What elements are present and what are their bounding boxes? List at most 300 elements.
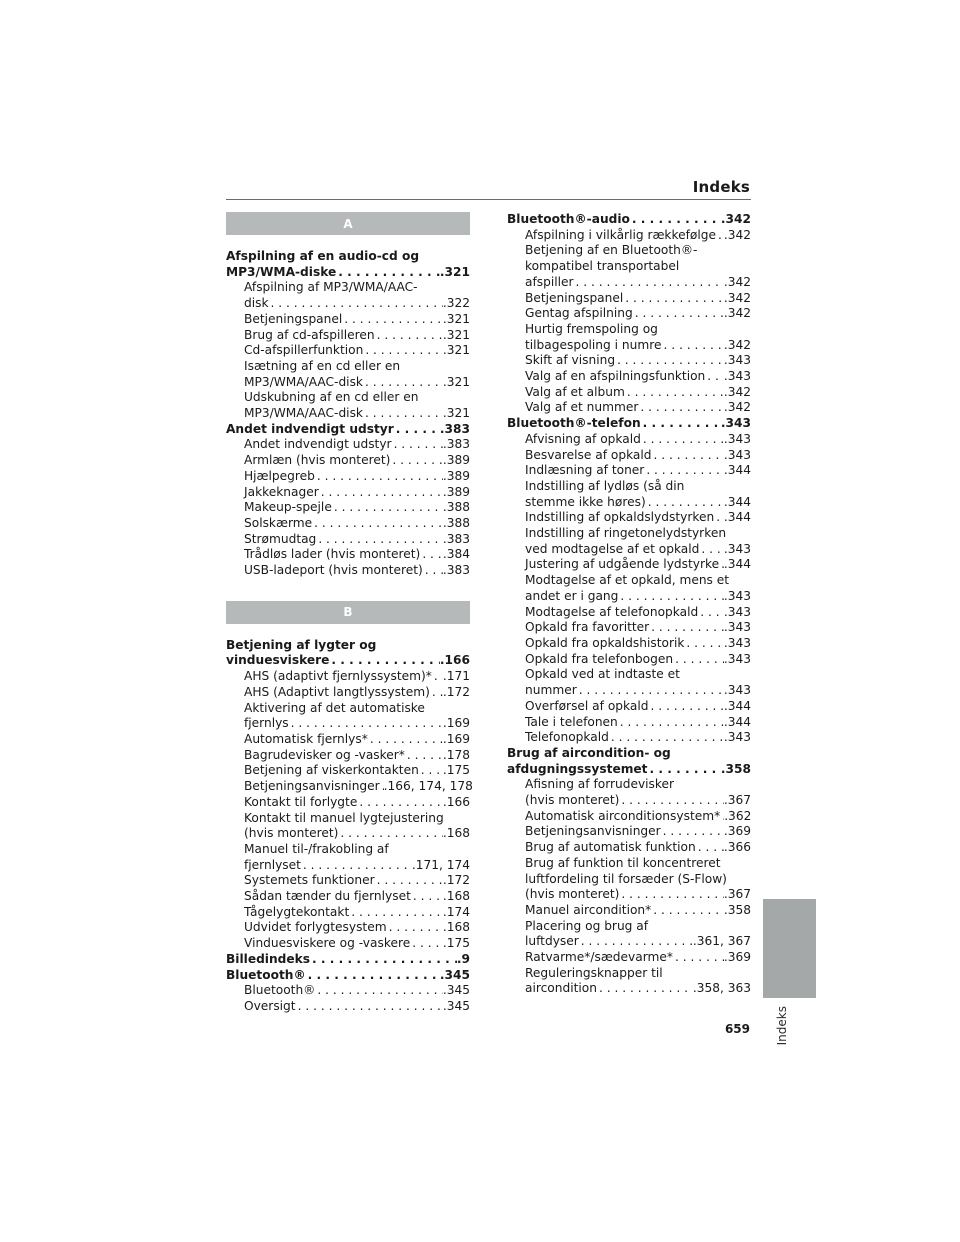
index-entry-sub [507,369,751,385]
dot-leader [419,763,443,779]
page-reference: .369 [723,950,751,965]
index-entry-text: Strømudtag [244,531,317,546]
dot-leader [646,495,724,511]
page-reference: .366 [723,840,751,855]
page-reference: .344 [723,494,751,509]
dot-leader [619,793,723,809]
index-entry-main [226,638,470,669]
page-reference: .321 [442,343,470,358]
page-reference: .343 [723,620,751,635]
index-entry-text: aircondition [525,981,597,996]
index-entry-sub [507,510,751,526]
page-reference: .343 [723,447,751,462]
index-entry-text: Betjeningsanvisninger [525,824,661,839]
index-entry-sub [507,699,751,715]
index-entry-sub [226,500,470,516]
dot-leader [661,338,723,354]
index-column-right [507,212,751,997]
dot-leader [312,516,443,532]
page-reference: .168 [442,920,470,935]
index-entry-sub [226,312,470,328]
page-reference: .342 [723,337,751,352]
dot-leader [649,620,724,636]
dot-leader [641,416,721,432]
page-reference: .343 [723,683,751,698]
index-entry-text: disk [244,296,269,311]
index-entry-sub [507,573,751,604]
index-entry-text: afdugningssystemet [507,761,648,776]
page-reference: .321 [442,327,470,342]
index-entry-sub [226,390,470,421]
index-entry-text: tilbagespoling i numre [525,337,662,352]
dot-leader [306,968,440,984]
index-entry-sub [226,763,470,779]
dot-leader [574,275,724,291]
index-entry-text: AHS (Adaptivt langtlyssystem) [244,684,430,699]
dot-leader [623,291,724,307]
index-entry-main [507,416,751,432]
dot-leader [618,715,724,731]
page-reference: .166 [442,794,470,809]
page-reference: .342 [723,400,751,415]
index-entry-text: MP3/WMA-diske [226,264,337,279]
index-entry-sub [226,920,470,936]
dot-leader [698,605,724,621]
index-entry-text: Betjening af lygter og [226,637,377,652]
dot-leader [641,432,724,448]
index-entry-text: Andet indvendigt udstyr [226,421,394,436]
index-entry-text: Modtagelse af et opkald, mens et [525,573,730,588]
index-entry-sub [507,856,751,903]
index-entry-text: Bluetooth® [244,983,316,998]
index-entry-text: Valg af et album [525,384,625,399]
index-entry-text: Afspilning i vilkårlig rækkefølge [525,227,716,242]
section-letter-b: B [226,601,470,624]
index-entry-sub [226,516,470,532]
page-reference: .344 [723,698,751,713]
index-entry-text: Indstilling af lydløs (så din [525,478,685,493]
page-reference: .358, 363 [692,981,751,996]
index-entry-text: Trådløs lader (hvis monteret) [244,547,421,562]
dot-leader [363,406,443,422]
dot-leader [648,762,721,778]
dot-leader [315,983,443,999]
index-entry-text: Betjeningsanvisninger [244,779,380,794]
index-entry-text: Kontakt til manuel lygtejustering [244,810,444,825]
index-entry-sub [226,795,470,811]
dot-leader [301,858,412,874]
index-entry-text: Bluetooth®-telefon [507,416,641,431]
index-entry-text: andet er i gang [525,588,619,603]
dot-leader [615,353,724,369]
dot-leader [673,652,724,668]
index-entry-sub [507,557,751,573]
index-entry-text: stemme ikke høres) [525,494,646,509]
page-reference: .343 [723,651,751,666]
index-entry-text: Indstilling af ringetonelydstyrken [525,526,727,541]
index-entry-sub [507,291,751,307]
index-entry-text: Bagrudevisker og -vasker* [244,747,405,762]
index-entry-text: Skift af visning [525,353,616,368]
page-reference: .361, 367 [692,934,751,949]
index-entry-sub [226,469,470,485]
index-entry-main [226,422,470,438]
dot-leader [269,296,443,312]
page-reference: .389 [442,468,470,483]
page-reference: .383 [442,437,470,452]
index-entry-text: Indlæsning af toner [525,463,645,478]
index-entry-sub [507,353,751,369]
index-entry-text: Overførsel af opkald [525,698,649,713]
page-reference: .342 [720,212,751,226]
index-entry-sub [507,903,751,919]
dot-leader [420,547,443,563]
index-entry-sub [226,328,470,344]
index-entry-text: Afspilning af en audio-cd og [226,249,420,263]
dot-leader [673,950,724,966]
index-entry-text: Isætning af en cd eller en [244,358,401,373]
index-entry-sub [226,779,473,795]
dot-leader [597,981,693,997]
index-entry-sub [507,730,751,746]
index-entry-sub [226,485,470,501]
index-entry-text: Betjening af viskerkontakten [244,763,419,778]
index-entry-sub [507,840,751,856]
index-entry-text: Afisning af forrudevisker [525,777,675,792]
dot-leader [652,448,724,464]
index-entry-text: afspiller [525,274,574,289]
dot-leader [705,369,724,385]
dot-leader [357,795,443,811]
index-entry-text: MP3/WMA/AAC-disk [244,374,363,389]
dot-leader [430,685,443,701]
dot-leader [319,485,443,501]
page-reference: .321 [442,374,470,389]
index-entry-sub [226,936,470,952]
index-entry-text: Reguleringsknapper til [525,965,663,980]
page-reference: .388 [442,515,470,530]
index-entry-text: ved modtagelse af et opkald [525,541,700,556]
page-reference: .178 [442,747,470,762]
index-entry-text: Manuel aircondition* [525,902,652,917]
page-reference: .175 [442,763,470,778]
dot-leader [387,920,443,936]
index-entry-sub [226,685,470,701]
page-reference: .321 [439,264,470,279]
page-reference: .343 [723,431,751,446]
page-reference: .166 [439,653,470,668]
index-entry-text: Valg af et nummer [525,400,639,415]
index-entry-sub [507,463,751,479]
dot-leader [625,385,724,401]
page-number: 659 [724,1022,750,1036]
page-reference: .345 [442,998,470,1013]
index-entry-sub [507,950,751,966]
page-reference: .168 [442,889,470,904]
index-entry-text: Indstilling af opkaldslydstyrken [525,510,715,525]
index-entry-text: Betjeningspanel [244,311,343,326]
page-reference: .175 [442,936,470,951]
index-entry-text: Opkald fra favoritter [525,620,650,635]
page-reference: .172 [442,873,470,888]
page-reference: .169 [442,716,470,731]
page-reference: .358 [720,761,751,776]
dot-leader [296,999,443,1015]
dot-leader [661,824,724,840]
index-entry-sub [226,811,470,842]
page-reference: .342 [723,274,751,289]
dot-leader [338,826,442,842]
dot-leader [368,732,443,748]
page-reference: .345 [442,983,470,998]
index-entry-text: Bluetooth®-audio [507,212,630,226]
dot-leader [405,748,443,764]
index-entry-text: Ratvarme*/sædevarme* [525,950,673,965]
index-entry-sub [226,701,470,732]
index-entry-text: Brug af funktion til koncentreret [525,855,721,870]
index-entry-text: Aktivering af det automatiske [244,700,425,715]
page-reference: .342 [723,384,751,399]
index-entry-sub [507,919,751,950]
header-divider [226,199,751,200]
index-entry-sub [507,322,751,353]
index-entry-sub [226,748,470,764]
index-entry-text: Afvisning af opkald [525,431,641,446]
side-tab-label: Indeks [775,1006,789,1046]
page-reference: .344 [723,463,751,478]
page-reference: .344 [723,510,751,525]
index-entry-sub [507,385,751,401]
page-reference: .345 [439,967,470,982]
index-entry-text: (hvis monteret) [525,887,620,902]
dot-leader [410,936,443,952]
dot-leader [332,500,443,516]
index-entry-text: Hjælpegreb [244,468,315,483]
index-entry-sub [226,453,470,469]
index-entry-text: Jakkeknager [244,484,319,499]
index-entry-main [226,249,470,280]
page-reference: .389 [442,453,470,468]
index-entry-text: Telefonopkald [525,730,609,745]
index-entry-text: Modtagelse af telefonopkald [525,604,699,619]
page-reference: .343 [723,541,751,556]
index-entry-text: Brug af cd-afspilleren [244,327,375,342]
dot-leader [630,212,721,228]
dot-leader [638,400,724,416]
page-reference: .383 [442,563,470,578]
dot-leader [394,422,440,438]
page-reference: .343 [723,353,751,368]
index-entry-sub [226,842,470,873]
dot-leader [716,228,724,244]
dot-leader [618,589,723,605]
dot-leader [651,903,724,919]
index-entry-text: Besvarelse af opkald [525,447,652,462]
index-list-b-continued [507,212,751,997]
index-entry-sub [226,343,470,359]
dot-leader [336,265,440,281]
index-entry-text: Oversigt [244,998,296,1013]
index-entry-text: fjernlyset [244,857,301,872]
index-entry-text: Udvidet forlygtesystem [244,920,387,935]
index-entry-text: fjernlys [244,716,289,731]
index-entry-sub [226,669,470,685]
dot-leader [375,873,443,889]
index-entry-sub [507,479,751,510]
index-entry-text: Betjening af en Bluetooth®- [525,243,698,258]
index-entry-text: nummer [525,683,577,698]
index-entry-text: Valg af en afspilningsfunktion [525,369,706,384]
index-entry-text: kompatibel transportabel [525,259,680,274]
page-reference: .9 [456,951,470,966]
dot-leader [714,510,724,526]
index-entry-text: Tågelygtekontakt [244,904,350,919]
index-entry-text: Gentag afspilning [525,306,633,321]
page-reference: .342 [723,227,751,242]
page-reference: .367 [723,887,751,902]
index-entry-text: Cd-afspillerfunktion [244,343,364,358]
page-reference: .174 [442,904,470,919]
dot-leader [579,934,693,950]
index-entry-text: Automatisk airconditionsystem* [525,808,721,823]
index-side-tab[interactable] [763,899,816,998]
index-entry-text: Opkald fra opkaldshistorik [525,635,685,650]
dot-leader [316,532,443,548]
dot-leader [644,463,724,479]
page-reference: .389 [442,484,470,499]
index-entry-sub [507,243,751,290]
page-reference: .172 [442,684,470,699]
dot-leader [349,905,443,921]
index-entry-text: (hvis monteret) [525,793,620,808]
page-reference: .367 [723,793,751,808]
page-reference: .384 [442,547,470,562]
index-entry-text: Manuel til-/frakobling af [244,841,389,856]
section-letter-a: A [226,212,470,235]
index-entry-sub [226,359,470,390]
page-reference: .171, 174 [411,857,470,872]
index-entry-text: USB-ladeport (hvis monteret) [244,563,423,578]
index-entry-sub [226,999,470,1015]
page-reference: .322 [442,296,470,311]
index-entry-text: Solskærme [244,515,313,530]
index-entry-main [226,968,470,984]
index-entry-sub [507,824,751,840]
dot-leader [329,653,440,669]
dot-leader [684,636,723,652]
index-entry-sub [507,432,751,448]
index-entry-sub [507,652,751,668]
page-reference: .343 [723,604,751,619]
index-entry-main [226,952,470,968]
dot-leader [699,542,723,558]
index-entry-text: Vinduesviskere og -vaskere [244,936,411,951]
dot-leader [363,375,443,391]
index-entry-sub [507,809,751,825]
index-entry-text: Tale i telefonen [525,714,618,729]
page-reference: .344 [723,557,751,572]
index-entry-text: Udskubning af en cd eller en [244,390,419,405]
index-entry-text: Kontakt til forlygte [244,794,358,809]
page-reference: .171 [442,669,470,684]
index-entry-sub [226,983,470,999]
index-entry-sub [507,667,751,698]
index-entry-text: vinduesviskere [226,653,330,668]
index-entry-text: Brug af automatisk funktion [525,840,696,855]
dot-leader [375,328,443,344]
dot-leader [577,683,724,699]
index-entry-text: Opkald ved at indtaste et [525,667,680,682]
index-entry-sub [507,966,751,997]
index-list-b [226,637,473,1015]
index-entry-main [507,212,751,228]
index-entry-text: Armlæn (hvis monteret) [244,453,391,468]
index-entry-text: Systemets funktioner [244,873,375,888]
index-entry-sub [507,777,751,808]
index-entry-text: Placering og brug af [525,918,649,933]
index-entry-text: Hurtig fremspoling og [525,321,658,336]
index-entry-sub [226,889,470,905]
index-entry-text: Opkald fra telefonbogen [525,651,674,666]
index-entry-sub [226,532,470,548]
page-reference: .362 [724,808,752,823]
index-entry-text: AHS (adaptivt fjernlyssystem)* [244,669,432,684]
page-reference: .383 [439,421,470,436]
page-reference: .343 [720,416,751,431]
index-entry-text: Betjeningspanel [525,290,624,305]
index-entry-sub [507,636,751,652]
index-entry-sub [507,620,751,636]
page-reference: .358 [723,902,751,917]
dot-leader [633,306,724,322]
index-entry-text: Afspilning af MP3/WMA/AAC- [244,280,418,295]
index-list-a [226,249,470,579]
index-entry-sub [226,437,470,453]
index-entry-sub [226,280,470,311]
index-entry-text: Bluetooth® [226,967,306,982]
page-reference: .369 [723,824,751,839]
index-entry-sub [507,448,751,464]
index-entry-text: luftdyser [525,934,579,949]
page-reference: .343 [723,730,751,745]
dot-leader [392,437,443,453]
dot-leader [411,889,443,905]
dot-leader [342,312,443,328]
page-reference: .321 [442,406,470,421]
index-entry-text: Brug af aircondition- og [507,745,671,760]
page-reference: .343 [723,635,751,650]
page-reference: .343 [723,588,751,603]
index-entry-text: MP3/WMA/AAC-disk [244,406,363,421]
page-reference: .342 [723,306,751,321]
dot-leader [648,699,723,715]
index-entry-sub [507,400,751,416]
page-reference: .342 [723,290,751,305]
page-reference: .383 [442,531,470,546]
dot-leader [696,840,724,856]
dot-leader [390,453,442,469]
index-entry-sub [226,547,470,563]
index-entry-text: Justering af udgående lydstyrke [525,557,720,572]
index-entry-text: (hvis monteret) [244,826,339,841]
dot-leader [619,887,723,903]
page-reference: .388 [442,500,470,515]
index-entry-sub [507,605,751,621]
index-entry-text: Andet indvendigt udstyr [244,437,392,452]
index-entry-sub [226,905,470,921]
page-reference: .166, 174, 178 [383,779,473,794]
page-reference: .343 [723,369,751,384]
